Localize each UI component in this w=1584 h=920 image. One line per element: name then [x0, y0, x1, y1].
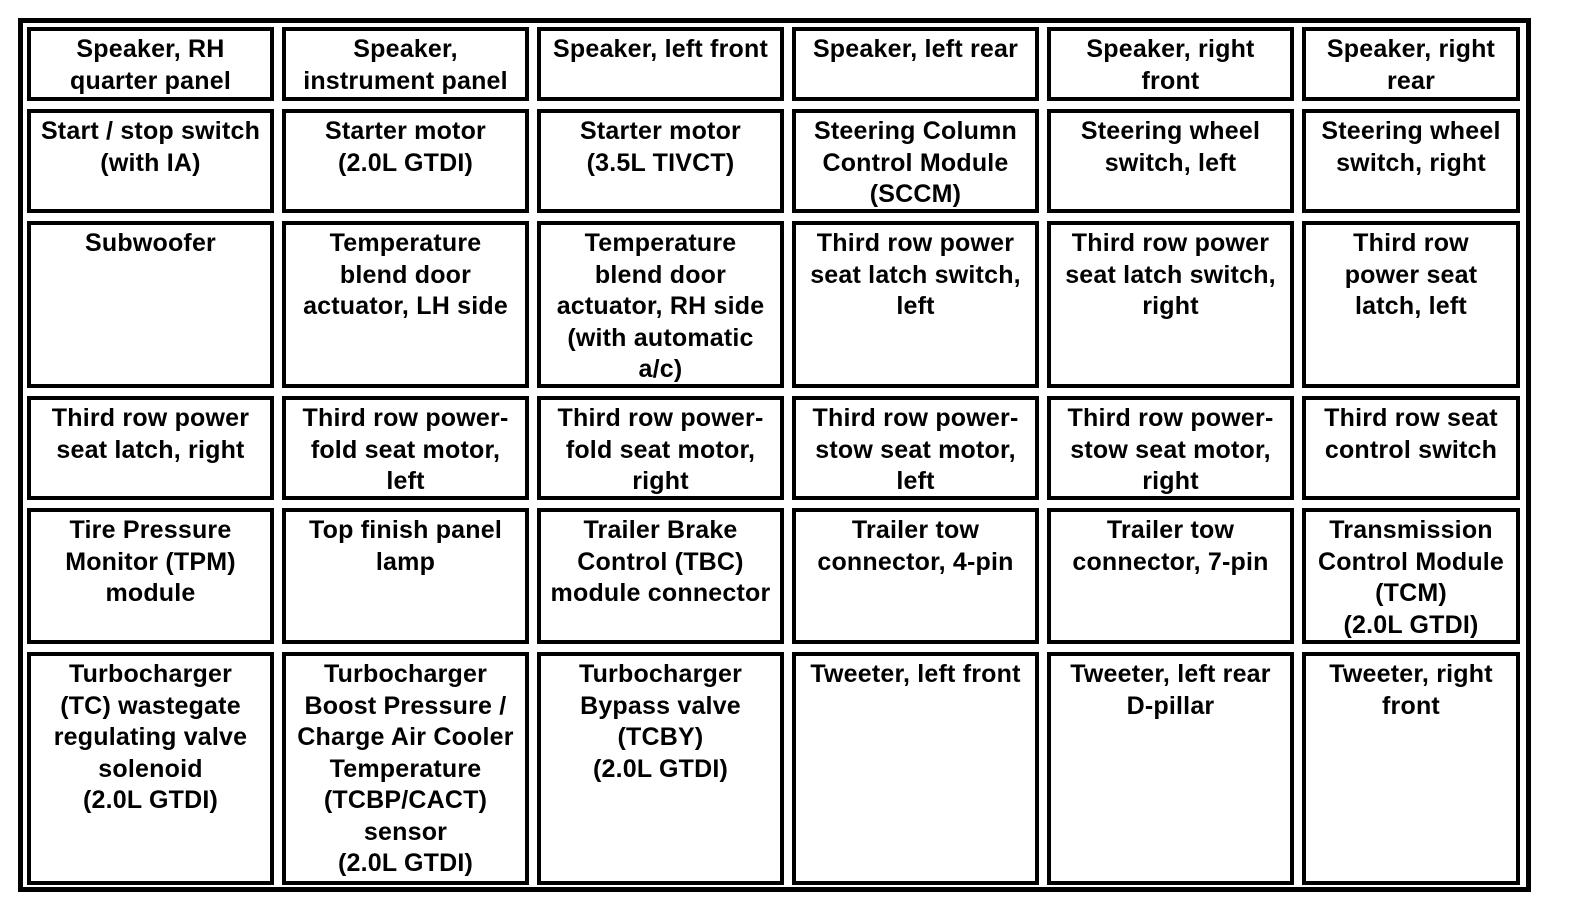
- cell-text: Third row power- stow seat motor, right: [1067, 404, 1274, 495]
- table-grid: [27, 27, 1522, 883]
- cell-text: Speaker, RH quarter panel: [70, 35, 231, 95]
- cell-text: Subwoofer: [85, 229, 216, 257]
- cell-text: Third row power seat latch, right: [51, 404, 250, 464]
- table-cell: [1047, 508, 1294, 644]
- cell-text: Third row power seat latch, left: [1344, 229, 1478, 320]
- cell-text: Speaker, instrument panel: [303, 35, 508, 95]
- cell-text: Starter motor (2.0L GTDI): [325, 117, 486, 177]
- table-cell: [27, 27, 274, 101]
- cell-text: Steering wheel switch, right: [1321, 117, 1501, 177]
- table-cell: [1047, 396, 1294, 500]
- component-index-table: [18, 18, 1531, 892]
- table-cell: [1047, 27, 1294, 101]
- table-cell: [792, 109, 1039, 213]
- cell-text: Tire Pressure Monitor (TPM) module: [65, 516, 236, 607]
- cell-text: Tweeter, right front: [1329, 660, 1493, 720]
- cell-text: Third row power seat latch switch, left: [810, 229, 1021, 320]
- table-cell: [1047, 109, 1294, 213]
- cell-text: Transmission Control Module (TCM) (2.0L GTDI): [1317, 516, 1505, 639]
- table-cell: [27, 652, 274, 885]
- cell-text: Speaker, right rear: [1326, 35, 1496, 95]
- cell-text: Temperature blend door actuator, RH side (with automatic a/c): [556, 229, 765, 383]
- table-cell: [282, 221, 529, 388]
- cell-text: Third row power- stow seat motor, left: [812, 404, 1019, 495]
- table-cell: [282, 396, 529, 500]
- table-cell: [27, 396, 274, 500]
- cell-text: Top finish panel lamp: [308, 516, 502, 576]
- table-cell: [1302, 109, 1520, 213]
- table-cell: [537, 508, 784, 644]
- table-cell: [537, 652, 784, 885]
- table-cell: [537, 27, 784, 101]
- cell-text: Trailer tow connector, 4-pin: [817, 516, 1014, 576]
- table-cell: [792, 396, 1039, 500]
- cell-text: Trailer tow connector, 7-pin: [1072, 516, 1269, 576]
- table-cell: [792, 221, 1039, 388]
- table-cell: [792, 508, 1039, 644]
- table-cell: [792, 652, 1039, 885]
- cell-text: Turbocharger Bypass valve (TCBY) (2.0L GTDI): [578, 660, 743, 783]
- table-cell: [27, 508, 274, 644]
- table-cell: [1047, 221, 1294, 388]
- cell-text: Speaker, left rear: [812, 35, 1019, 63]
- table-cell: [1302, 27, 1520, 101]
- cell-text: Steering Column Control Module (SCCM): [813, 117, 1017, 208]
- table-cell: [282, 27, 529, 101]
- cell-text: Third row power- fold seat motor, right: [557, 404, 764, 495]
- cell-text: Steering wheel switch, left: [1080, 117, 1261, 177]
- table-cell: [27, 109, 274, 213]
- table-cell: [1302, 396, 1520, 500]
- table-cell: [537, 109, 784, 213]
- cell-text: Start / stop switch (with IA): [40, 117, 261, 177]
- table-cell: [537, 221, 784, 388]
- table-cell: [1047, 652, 1294, 885]
- table-cell: [282, 508, 529, 644]
- cell-text: Tweeter, left front: [810, 660, 1021, 688]
- table-cell: [27, 221, 274, 388]
- cell-text: Temperature blend door actuator, LH side: [303, 229, 508, 320]
- table-cell: [1302, 508, 1520, 644]
- table-cell: [1302, 221, 1520, 388]
- table-cell: [282, 109, 529, 213]
- cell-text: Third row power seat latch switch, right: [1065, 229, 1276, 320]
- cell-text: Third row seat control switch: [1324, 404, 1498, 464]
- table-cell: [282, 652, 529, 885]
- table-cell: [1302, 652, 1520, 885]
- cell-text: Turbocharger Boost Pressure / Charge Air Cooler Temperature (TCBP/CACT) sensor (2.0L GTDI): [297, 660, 514, 877]
- cell-text: Tweeter, left rear D-pillar: [1070, 660, 1271, 720]
- table-cell: [792, 27, 1039, 101]
- cell-text: Speaker, right front: [1086, 35, 1255, 95]
- cell-text: Speaker, left front: [553, 35, 768, 63]
- cell-text: Turbocharger (TC) wastegate regulating valve solenoid (2.0L GTDI): [53, 660, 248, 814]
- cell-text: Starter motor (3.5L TIVCT): [580, 117, 741, 177]
- cell-text: Trailer Brake Control (TBC) module connector: [550, 516, 771, 607]
- table-cell: [537, 396, 784, 500]
- cell-text: Third row power- fold seat motor, left: [302, 404, 509, 495]
